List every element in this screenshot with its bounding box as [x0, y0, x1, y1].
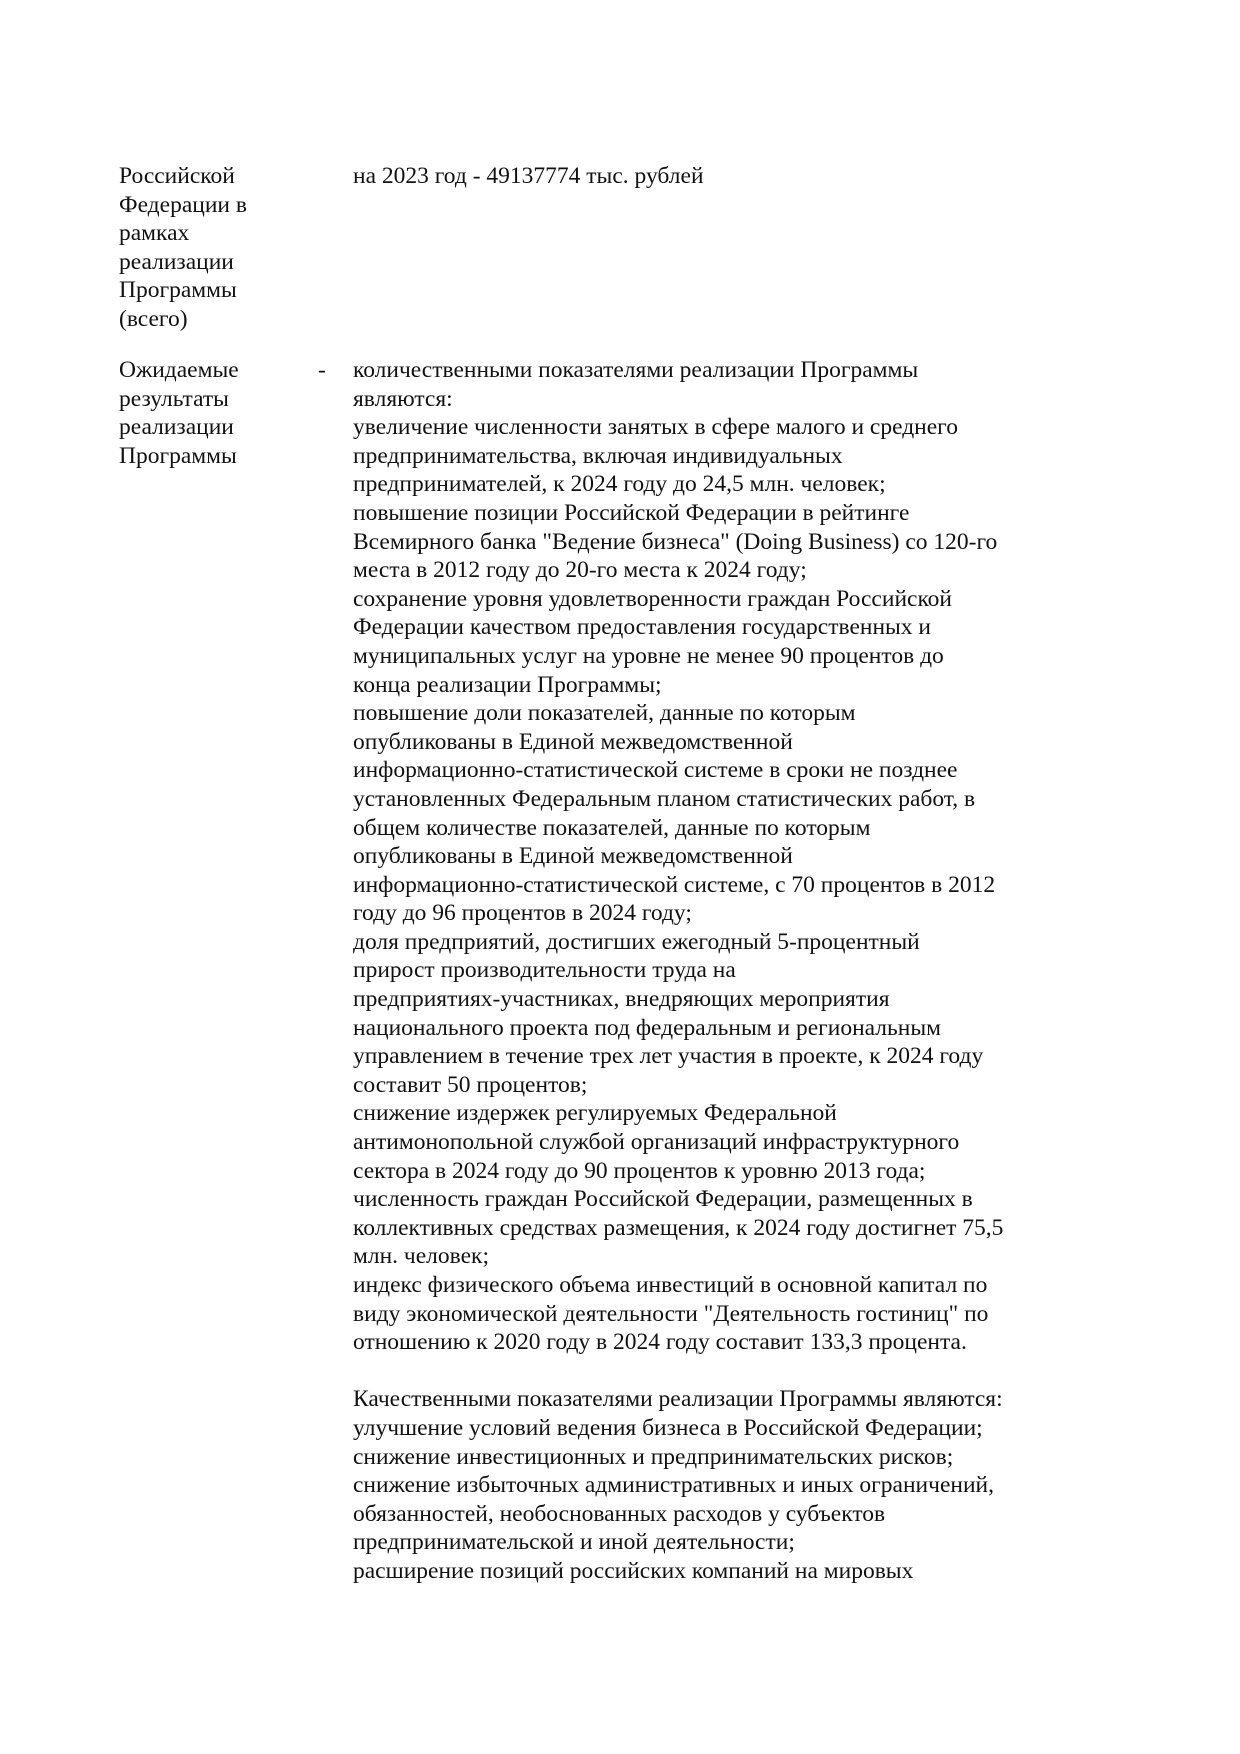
content-line: количественными показателями реализации Программы	[353, 357, 919, 383]
content-line: национального проекта под федеральным и региональным	[353, 1014, 941, 1041]
content-line: опубликованы в Единой межведомственной	[353, 728, 793, 755]
content-line: индекс физического объема инвестиций в основной капитал по	[353, 1272, 988, 1298]
content-line: являются:	[353, 385, 453, 412]
content-line: снижение избыточных административных и иных ограничений,	[353, 1472, 994, 1499]
label-line: Программы	[119, 277, 237, 304]
content-line: опубликованы в Единой межведомственной	[353, 843, 793, 870]
content-line: Всемирного банка "Ведение бизнеса" (Doing Business) со 120-го	[353, 528, 998, 555]
label-line: Ожидаемые	[119, 357, 239, 383]
label-line: (всего)	[119, 305, 188, 332]
label-line: результаты	[119, 385, 229, 412]
content-line: управлением в течение трех лет участия в проекте, к 2024 году	[353, 1043, 984, 1070]
row-dash: -	[318, 357, 326, 383]
content-line: коллективных средствах размещения, к 2024 году достигнет 75,5	[353, 1214, 1004, 1241]
content-line: места в 2012 году до 20-го места к 2024 году;	[353, 557, 807, 584]
content-line: виду экономической деятельности "Деятельность гостиниц" по	[353, 1300, 989, 1327]
content-line: снижение инвестиционных и предпринимательских рисков;	[353, 1443, 954, 1470]
label-line: Российской	[119, 163, 235, 189]
label-line: реализации	[119, 248, 234, 275]
content-line: повышение позиции Российской Федерации в рейтинге	[353, 499, 910, 526]
content-line: снижение издержек регулируемых Федеральной	[353, 1100, 837, 1127]
qualitative-indicators	[353, 1385, 1073, 1585]
paragraph-gap	[353, 1357, 1073, 1386]
content-line: году до 96 процентов в 2024 году;	[353, 900, 692, 927]
content-line: расширение позиций российских компаний на мировых	[353, 1557, 914, 1584]
content-line: информационно-статистической системе в сроки не позднее	[353, 757, 958, 784]
content-line: составит 50 процентов;	[353, 1071, 588, 1098]
label-line: Программы	[119, 442, 237, 469]
content-line: Качественными показателями реализации Программы являются:	[353, 1386, 1003, 1413]
content-line: отношению к 2020 году в 2024 году составит 133,3 процента.	[353, 1329, 967, 1356]
content-line: установленных Федеральным планом статистических работ, в	[353, 785, 976, 812]
content-line: сохранение уровня удовлетворенности граждан Российской	[353, 585, 952, 612]
content-line: информационно-статистической системе, с 70 процентов в 2012	[353, 871, 996, 898]
content-line: предпринимателей, к 2024 году до 24,5 млн. человек;	[353, 471, 886, 498]
label-line: Федерации в	[119, 191, 247, 218]
content-line: обязанностей, необоснованных расходов у субъектов	[353, 1500, 886, 1527]
label-line: рамках	[119, 220, 190, 247]
content-line: предпринимательства, включая индивидуальных	[353, 442, 843, 469]
content-line: на 2023 год - 49137774 тыс. рублей	[353, 163, 704, 189]
results-content	[353, 356, 1073, 1586]
content-line: увеличение численности занятых в сфере малого и среднего	[353, 414, 958, 441]
results-label	[119, 356, 289, 470]
content-line: доля предприятий, достигших ежегодный 5-процентный	[353, 928, 920, 955]
content-line: муниципальных услуг на уровне не менее 90 процентов до	[353, 642, 944, 669]
content-line: улучшение условий ведения бизнеса в Российской Федерации;	[353, 1414, 983, 1441]
content-line: млн. человек;	[353, 1243, 489, 1270]
content-line: повышение доли показателей, данные по которым	[353, 700, 856, 727]
funding-label	[119, 162, 289, 334]
content-line: общем количестве показателей, данные по которым	[353, 814, 871, 841]
content-line: прирост производительности труда на	[353, 957, 736, 984]
content-line: конца реализации Программы;	[353, 671, 662, 698]
content-line: антимонопольной службой организаций инфраструктурного	[353, 1129, 960, 1156]
content-line: сектора в 2024 году до 90 процентов к уровню 2013 года;	[353, 1157, 926, 1184]
content-line: численность граждан Российской Федерации, размещенных в	[353, 1186, 973, 1213]
content-line: предпринимательской и иной деятельности;	[353, 1529, 795, 1556]
content-line: предприятиях-участниках, внедряющих мероприятия	[353, 986, 890, 1013]
funding-content	[353, 162, 1073, 191]
quantitative-indicators	[353, 356, 1073, 1357]
label-line: реализации	[119, 414, 234, 441]
content-line: Федерации качеством предоставления государственных и	[353, 614, 932, 641]
